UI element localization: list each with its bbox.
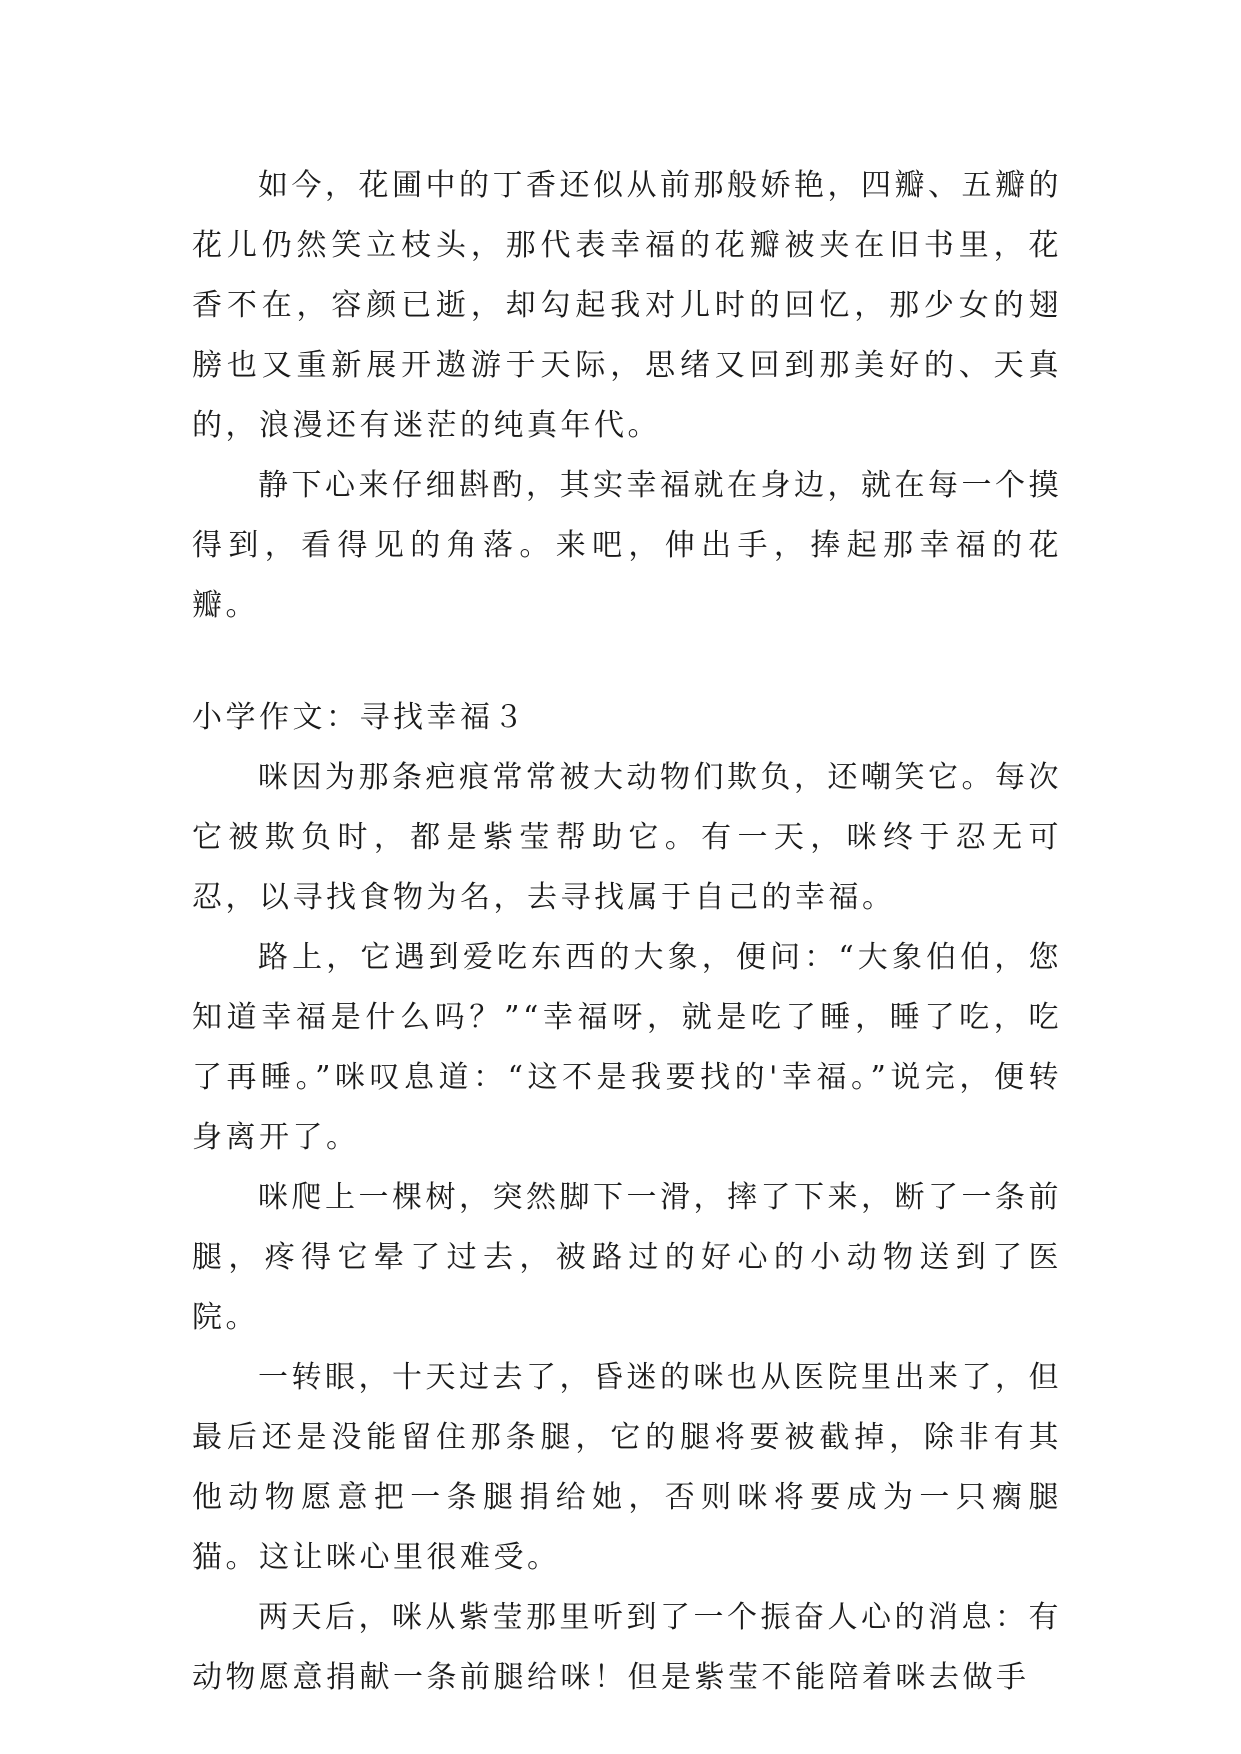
paragraph: 咪爬上一棵树，突然脚下一滑，摔了下来，断了一条前腿，疼得它晕了过去，被路过的好心的小动物送到了医院。 [192,1180,1062,1335]
essay-title: 小学作文：寻找幸福３ [192,700,527,735]
paragraph: 一转眼，十天过去了，昏迷的咪也从医院里出来了，但最后还是没能留住那条腿，它的腿将要被截掉，除非有其他动物愿意把一条腿捐给她，否则咪将要成为一只瘸腿猫。这让咪心里很难受。 [192,1360,1062,1575]
paragraph: 两天后，咪从紫莹那里听到了一个振奋人心的消息：有动物愿意捐献一条前腿给咪！但是紫莹不能陪着咪去做手 [192,1600,1062,1695]
paragraph: 路上，它遇到爱吃东西的大象，便问：“大象伯伯，您知道幸福是什么吗？”“幸福呀，就是吃了睡，睡了吃，吃了再睡。”咪叹息道：“这不是我要找的'幸福。”说完，便转身离开了。 [192,940,1062,1155]
document-body [192,156,1062,1708]
paragraph: 静下心来仔细斟酌，其实幸福就在身边，就在每一个摸得到，看得见的角落。来吧，伸出手，捧起那幸福的花瓣。 [192,468,1062,623]
paragraph: 如今，花圃中的丁香还似从前那般娇艳，四瓣、五瓣的花儿仍然笑立枝头，那代表幸福的花瓣被夹在旧书里，花香不在，容颜已逝，却勾起我对儿时的回忆，那少女的翅膀也又重新展开遨游于天际，思绪又回到那美好的、天真的，浪漫还有迷茫的纯真年代。 [192,168,1062,443]
paragraph: 咪因为那条疤痕常常被大动物们欺负，还嘲笑它。每次它被欺负时，都是紫莹帮助它。有一天，咪终于忍无可忍，以寻找食物为名，去寻找属于自己的幸福。 [192,760,1062,915]
